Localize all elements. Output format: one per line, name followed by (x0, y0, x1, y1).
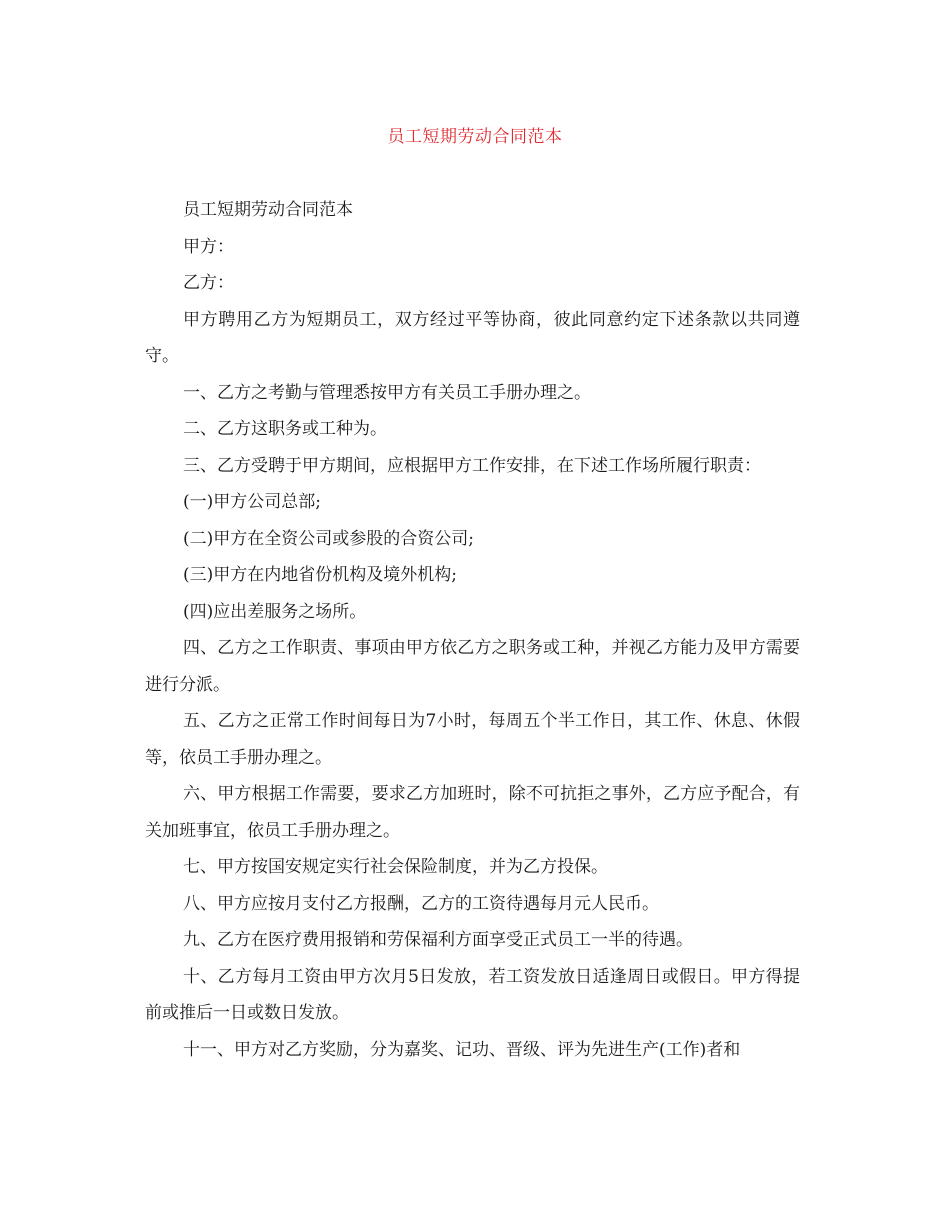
paragraph-clause-5: 五、乙方之正常工作时间每日为7小时，每周五个半工作日，其工作、休息、休假等，依员工手册办理之。 (145, 711, 800, 768)
document-title: 员工短期劳动合同范本 (387, 127, 563, 147)
paragraph-clause-9: 九、乙方在医疗费用报销和劳保福利方面享受正式员工一半的待遇。 (183, 930, 693, 950)
paragraph-clause-3-item-1: (一)甲方公司总部; (183, 492, 321, 512)
paragraph-heading: 员工短期劳动合同范本 (183, 200, 353, 220)
paragraph-party-a: 甲方： (183, 236, 234, 257)
paragraph-clause-2: 二、乙方这职务或工种为。 (183, 419, 387, 439)
paragraph-clause-3-item-3: (三)甲方在内地省份机构及境外机构; (183, 565, 457, 585)
paragraph-clause-3: 三、乙方受聘于甲方期间，应根据甲方工作安排，在下述工作场所履行职责： (183, 455, 761, 476)
paragraph-party-b: 乙方： (183, 273, 234, 293)
paragraph-clause-11: 十一、甲方对乙方奖励，分为嘉奖、记功、晋级、评为先进生产(工作)者和 (183, 1039, 741, 1060)
paragraph-clause-4: 四、乙方之工作职责、事项由甲方依乙方之职务或工种，并视乙方能力及甲方需要进行分派。 (145, 638, 800, 695)
paragraph-clause-6: 六、甲方根据工作需要，要求乙方加班时，除不可抗拒之事外，乙方应予配合，有关加班事宜，依员工手册办理之。 (145, 784, 800, 841)
paragraph-clause-7: 七、甲方按国安规定实行社会保险制度，并为乙方投保。 (183, 857, 608, 877)
paragraph-clause-1: 一、乙方之考勤与管理悉按甲方有关员工手册办理之。 (183, 382, 591, 403)
document-body (145, 192, 800, 1068)
paragraph-clause-8: 八、甲方应按月支付乙方报酬，乙方的工资待遇每月元人民币。 (183, 893, 659, 914)
paragraph-preamble: 甲方聘用乙方为短期员工，双方经过平等协商，彼此同意约定下述条款以共同遵守。 (145, 309, 800, 366)
paragraph-clause-3-item-4: (四)应出差服务之场所。 (183, 601, 367, 622)
paragraph-clause-3-item-2: (二)甲方在全资公司或参股的合资公司; (183, 528, 474, 549)
paragraph-clause-10: 十、乙方每月工资由甲方次月5日发放，若工资发放日适逢周日或假日。甲方得提前或推后一日或数日发放。 (145, 966, 800, 1023)
